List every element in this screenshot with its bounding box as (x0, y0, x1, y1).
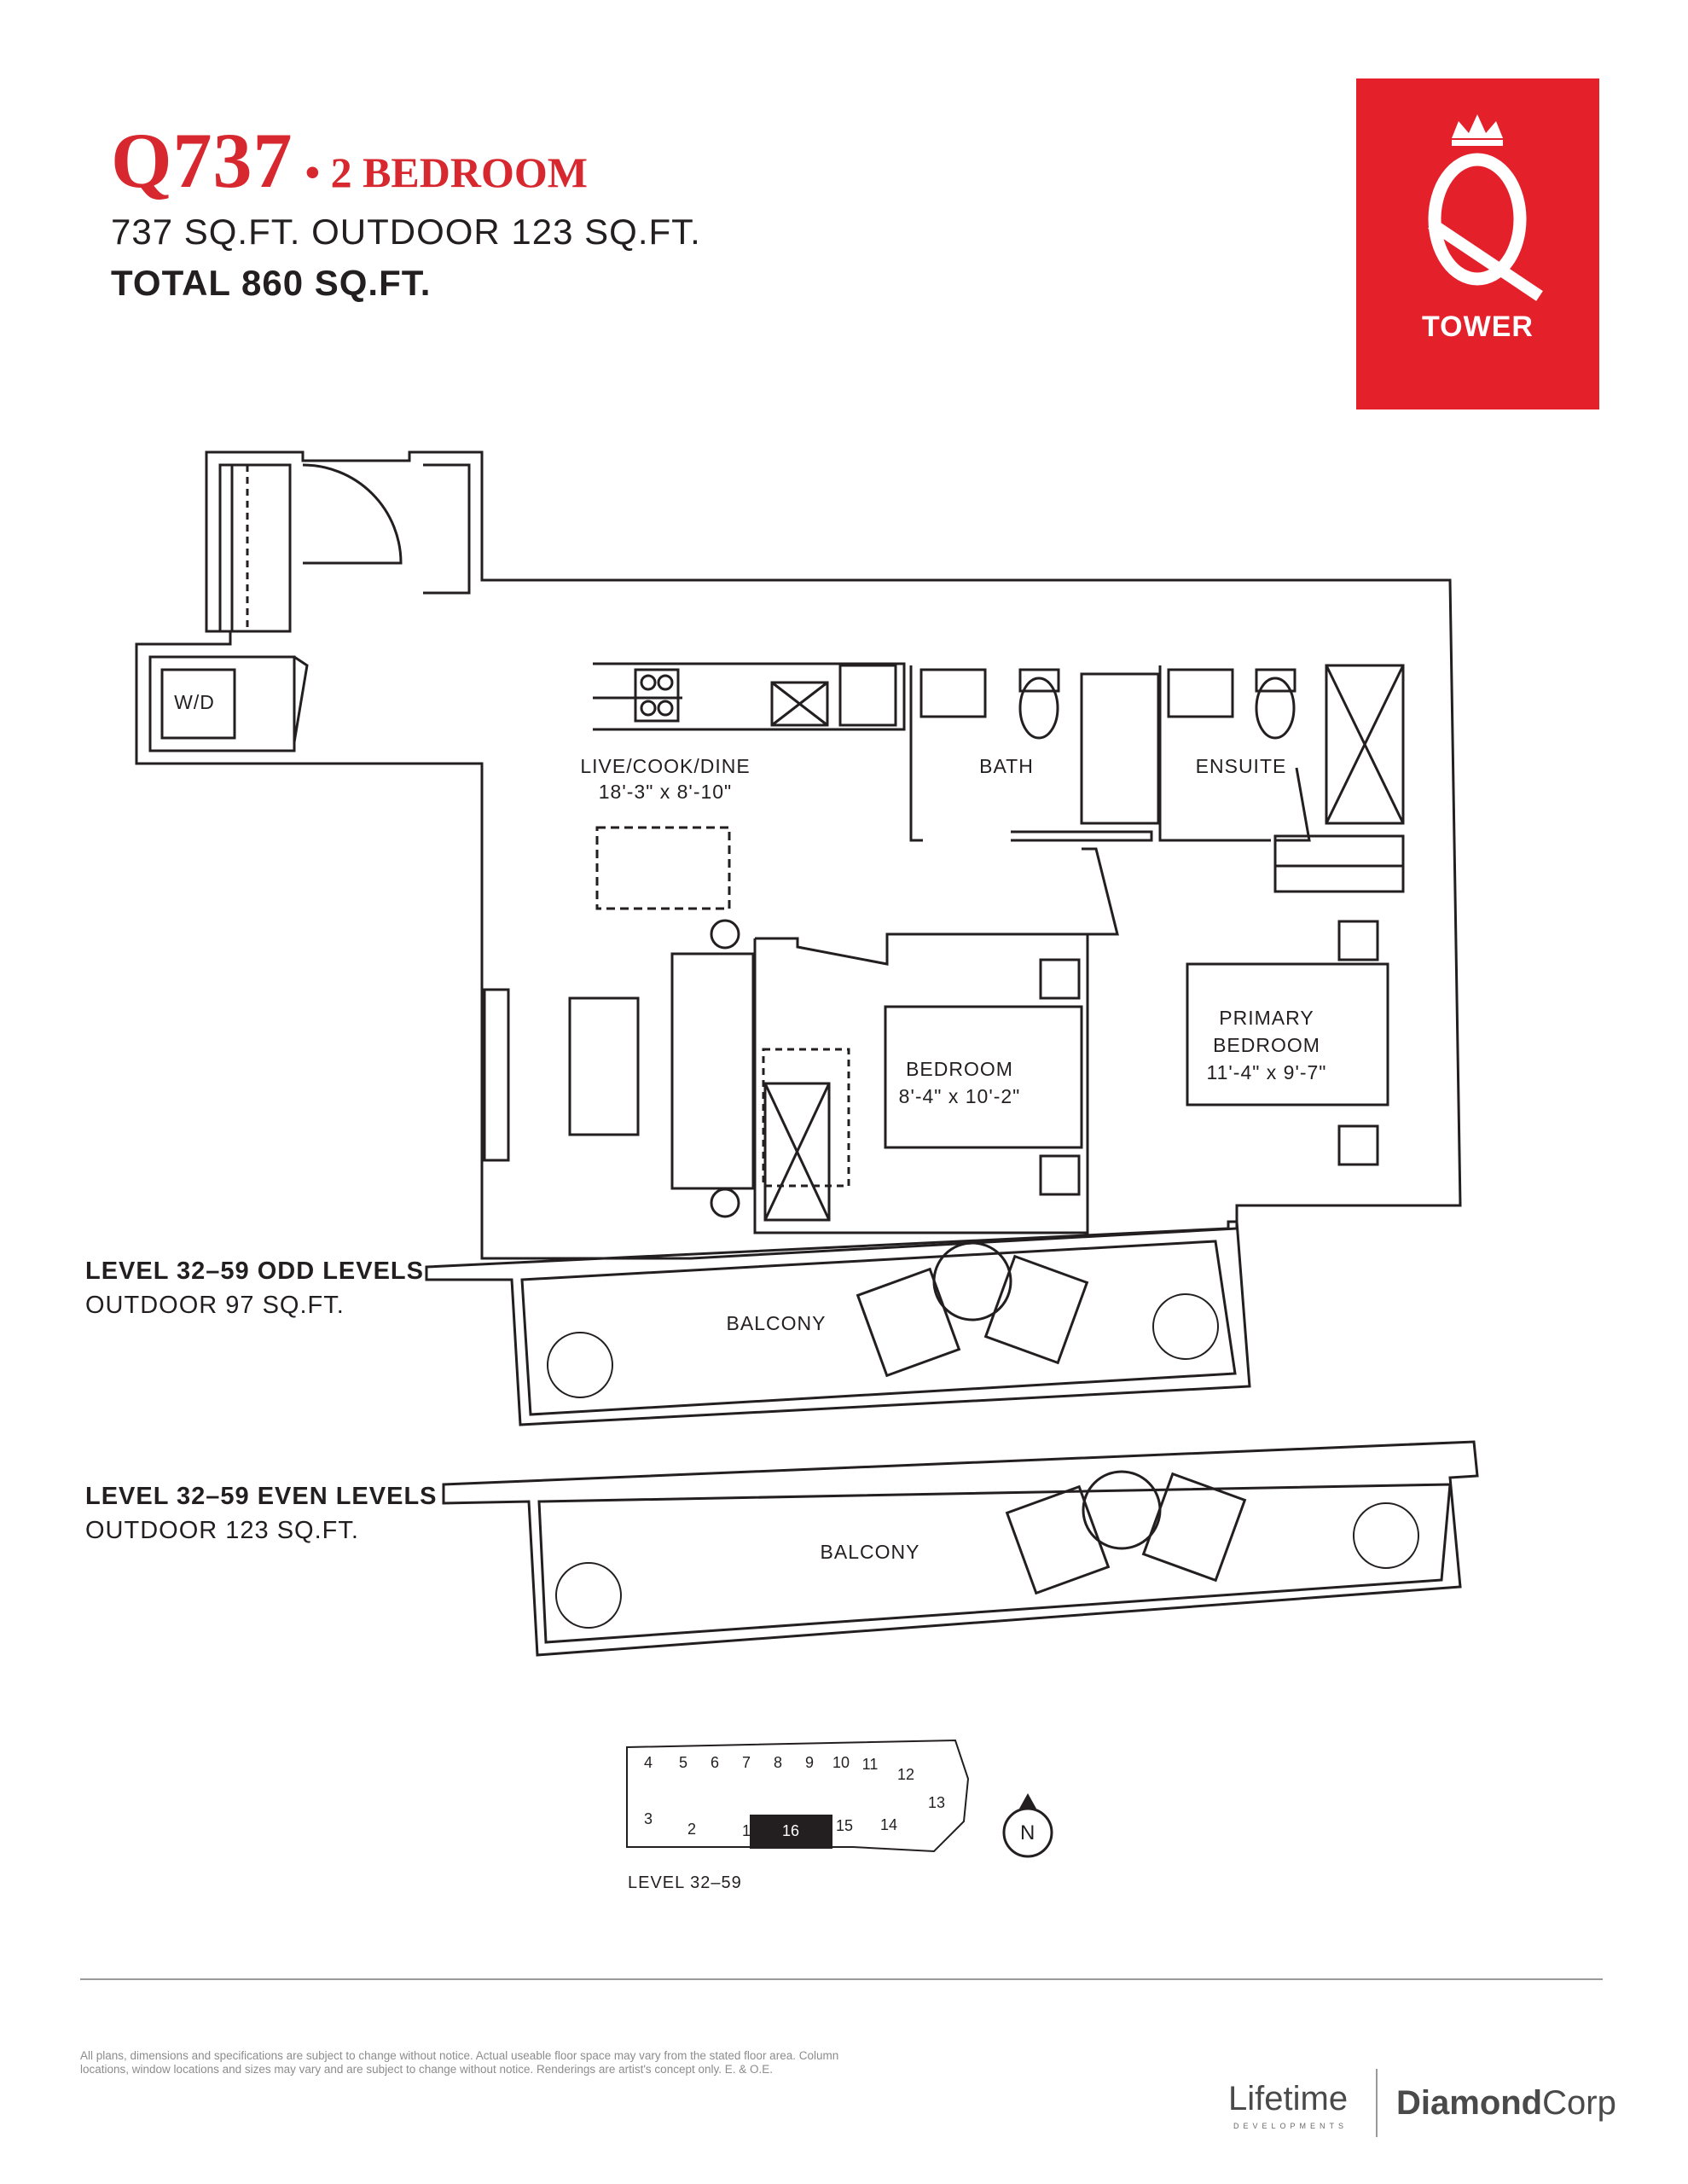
total-area: TOTAL 860 SQ.FT. (111, 263, 432, 303)
dining-table (597, 828, 729, 909)
unit-code: Q737 (111, 117, 293, 204)
keyplan-unit: 8 (773, 1754, 782, 1771)
label-wd: W/D (174, 691, 215, 713)
even-levels-heading: LEVEL 32–59 EVEN LEVELS (85, 1483, 438, 1510)
keyplan-unit: 3 (643, 1810, 653, 1827)
exterior-wall (136, 452, 1460, 1258)
label-bath: BATH (979, 755, 1034, 777)
area-line: 737 SQ.FT. OUTDOOR 123 SQ.FT. (111, 212, 701, 252)
keyplan-unit: 7 (741, 1754, 751, 1771)
diamondcorp-logo (1396, 2084, 1616, 2123)
keyplan-unit: 12 (896, 1766, 915, 1783)
keyplan-unit: 2 (687, 1821, 696, 1838)
keyplan-unit: 10 (832, 1754, 850, 1771)
label-primary-name2: BEDROOM (1213, 1034, 1320, 1056)
label-live-dim: 18'-3" x 8'-10" (598, 781, 733, 803)
even-levels-outdoor: OUTDOOR 123 SQ.FT. (85, 1517, 359, 1544)
keyplan-unit-highlighted: 16 (781, 1822, 800, 1839)
odd-levels-heading: LEVEL 32–59 ODD LEVELS (85, 1258, 424, 1285)
lifetime-logo: Lifetime (1228, 2080, 1349, 2117)
unit-type: • 2 BEDROOM (305, 148, 588, 196)
label-live-name: LIVE/COOK/DINE (580, 755, 751, 777)
odd-levels-outdoor: OUTDOOR 97 SQ.FT. (85, 1292, 345, 1319)
lifetime-logo-sub: DEVELOPMENTS (1233, 2122, 1349, 2130)
label-bedroom-dim: 8'-4" x 10'-2" (898, 1085, 1021, 1107)
tv-console (484, 990, 508, 1160)
keyplan-unit: 5 (678, 1754, 687, 1771)
logo-text: TOWER (1422, 311, 1534, 343)
label-bedroom-name: BEDROOM (906, 1058, 1013, 1080)
brand-separator (1376, 2069, 1378, 2137)
ensuite-walls (1160, 665, 1271, 840)
keyplan-unit: 13 (927, 1794, 946, 1811)
label-ensuite: ENSUITE (1195, 755, 1287, 777)
balcony-odd (426, 1222, 1250, 1425)
label-primary-dim: 11'-4" x 9'-7" (1206, 1061, 1327, 1083)
keyplan-unit: 1 (741, 1822, 751, 1839)
keyplan-unit: 4 (643, 1754, 653, 1771)
north-label: N (1020, 1821, 1035, 1844)
diamondcorp-logo-a: Diamond (1396, 2084, 1543, 2122)
entry-door (303, 465, 401, 563)
disclaimer-line: locations, window locations and sizes may vary and are subject to change without notice. Renderings are artist's concept only. E. & O.E. (80, 2063, 773, 2076)
disclaimer (80, 2049, 1104, 2077)
keyplan-unit: 6 (710, 1754, 719, 1771)
keyplan-unit: 14 (879, 1816, 898, 1833)
keyplan-unit: 11 (861, 1756, 879, 1773)
label-balcony-odd: BALCONY (726, 1312, 827, 1334)
coffee-table (570, 998, 638, 1135)
label-balcony-even: BALCONY (820, 1541, 920, 1563)
diamondcorp-logo-b: Corp (1542, 2084, 1616, 2122)
footer-divider (80, 1978, 1603, 1980)
disclaimer-line: All plans, dimensions and specifications are subject to change without notice. Actual useable floor space may vary from the stated floor area. Column (80, 2049, 839, 2062)
sofa (672, 954, 753, 1188)
label-primary-name1: PRIMARY (1219, 1007, 1314, 1029)
keyplan-label: LEVEL 32–59 (628, 1873, 742, 1892)
balcony-even (444, 1442, 1477, 1655)
keyplan-unit: 15 (835, 1817, 854, 1834)
keyplan-unit: 9 (804, 1754, 814, 1771)
